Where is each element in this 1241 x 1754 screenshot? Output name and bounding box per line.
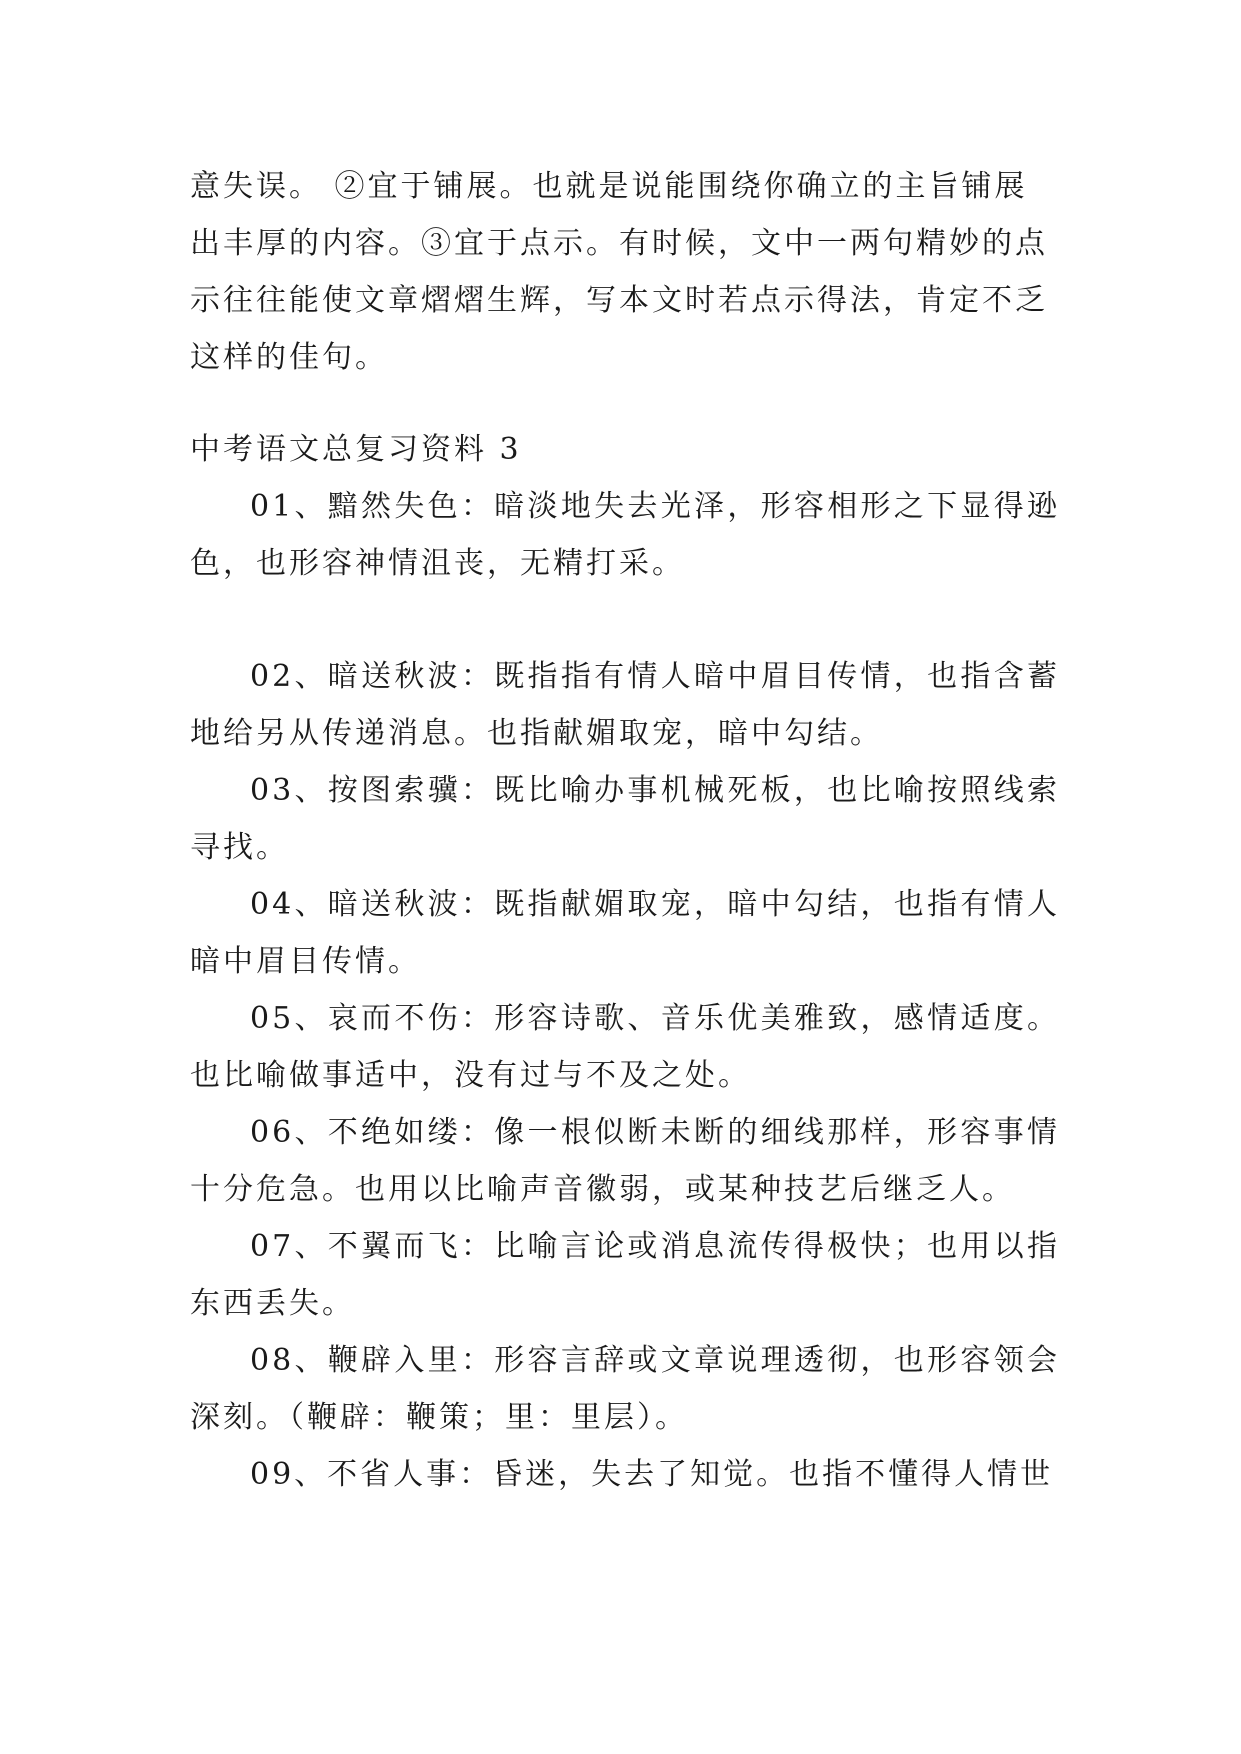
entry-paragraph: 02、暗送秋波：既指指有情人暗中眉目传情，也指含蓄地给另从传递消息。也指献媚取宠，暗中勾结。: [190, 659, 1060, 751]
intro-paragraph: [190, 158, 1060, 386]
intro-line: 意失误。 ②宜于铺展。也就是说能围绕你确立的主旨铺展: [190, 169, 1028, 204]
document-page: [190, 158, 1060, 1503]
entry-paragraph: 05、哀而不伤：形容诗歌、音乐优美雅致，感情适度。也比喻做事适中，没有过与不及之处。: [190, 1001, 1060, 1093]
entry-paragraph: 04、暗送秋波：既指献媚取宠，暗中勾结，也指有情人暗中眉目传情。: [190, 887, 1060, 979]
section-title: 中考语文总复习资料 3: [190, 432, 522, 467]
entry-paragraph: 09、不省人事：昏迷，失去了知觉。也指不懂得人情世: [250, 1457, 1054, 1492]
intro-line: 出丰厚的内容。③宜于点示。有时候，文中一两句精妙的点: [190, 226, 1048, 261]
entry-paragraph: 03、按图索骥：既比喻办事机械死板，也比喻按照线索寻找。: [190, 773, 1060, 865]
entry-paragraph: 07、不翼而飞：比喻言论或消息流传得极快；也用以指东西丢失。: [190, 1229, 1060, 1321]
entry-paragraph: 01、黯然失色：暗淡地失去光泽，形容相形之下显得逊色，也形容神情沮丧，无精打采。: [190, 489, 1060, 581]
entry-paragraph: 06、不绝如缕：像一根似断未断的细线那样，形容事情十分危急。也用以比喻声音徽弱，或某种技艺后继乏人。: [190, 1115, 1060, 1207]
intro-line: 示往往能使文章熠熠生辉，写本文时若点示得法，肯定不乏: [190, 283, 1048, 318]
intro-line: 这样的佳句。: [190, 340, 388, 375]
entry-paragraph: 08、鞭辟入里：形容言辞或文章说理透彻，也形容领会深刻。（鞭辟：鞭策；里：里层）。: [190, 1343, 1060, 1435]
